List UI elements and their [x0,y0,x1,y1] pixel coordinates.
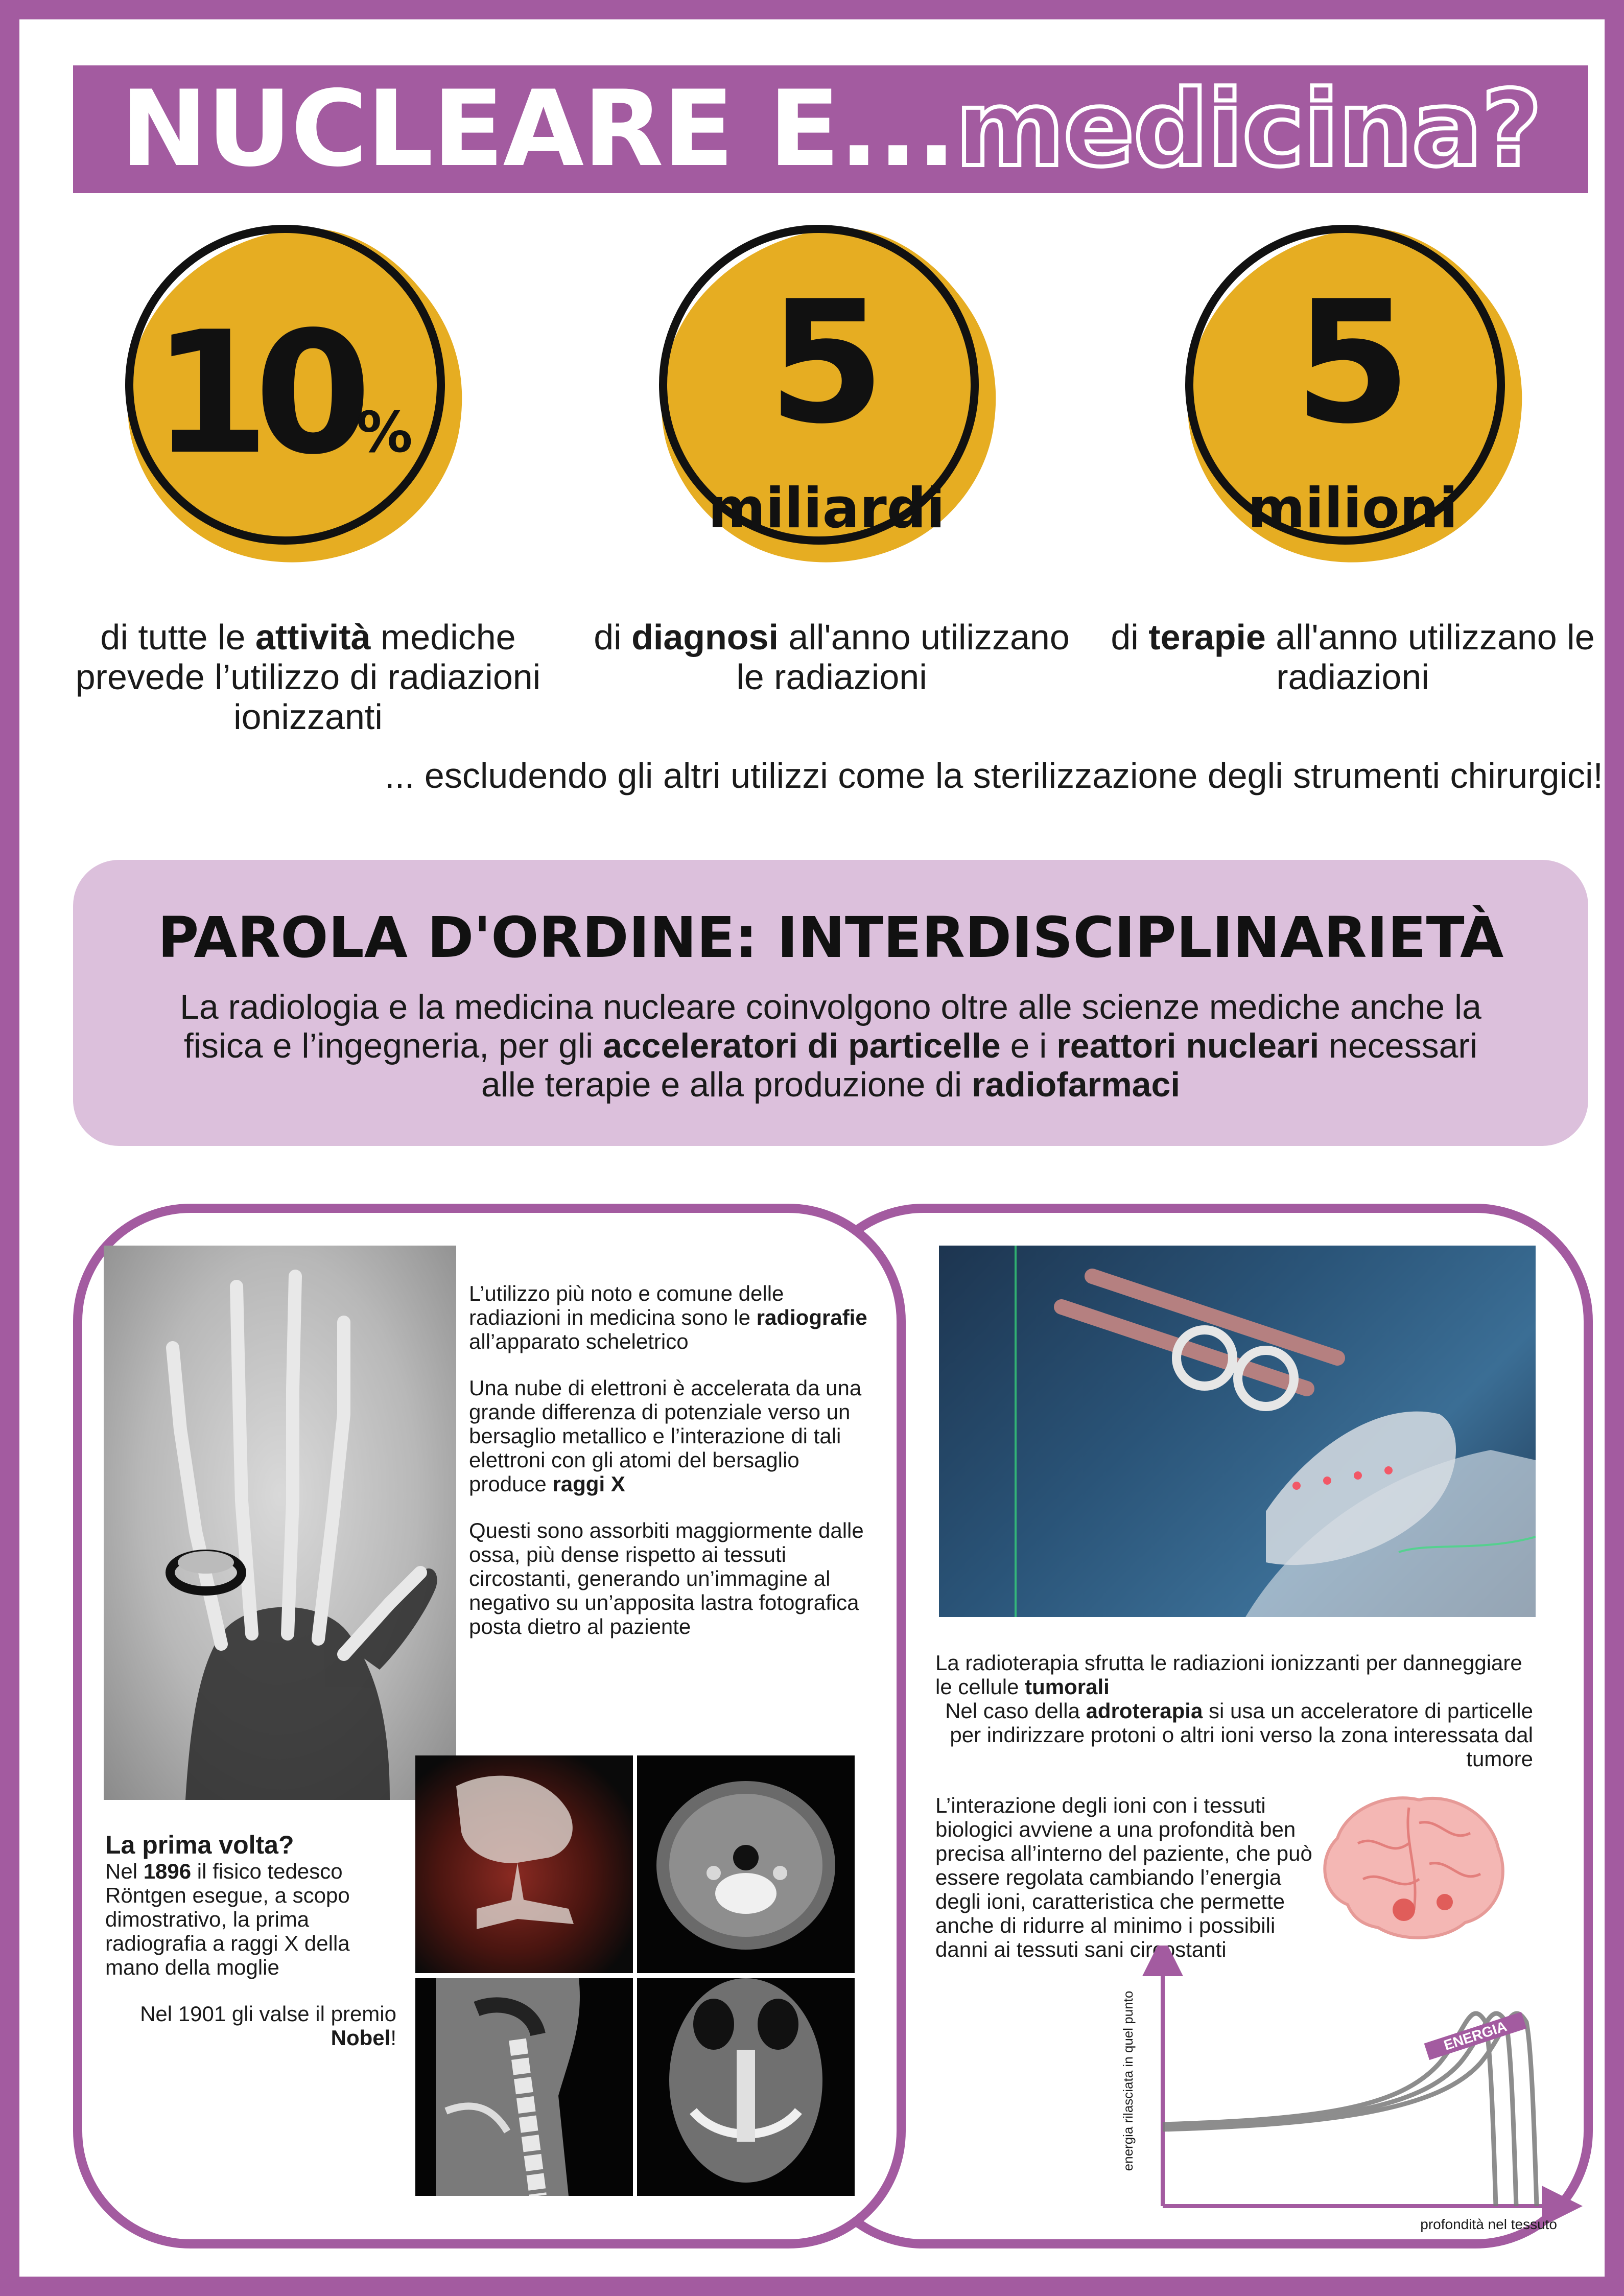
xray-paragraph-1: L’utilizzo più noto e comune delle radiazioni in medicina sono le radiografie all’apparato scheletrico [469,1281,867,1353]
hand-bones-icon [104,1246,456,1800]
bragg-peak-graph [1113,1946,1593,2244]
coronal-slice-icon [637,1978,855,2196]
first-xray-title: La prima volta? [105,1831,294,1859]
therapy-paragraph-3: L’interazione degli ioni con i tessuti biologici avviene a una profondità ben precisa all’interno del paziente, che può essere regolata cambiando l’energia degli ioni, caratteristica che permette anche di ridurre al minimo i possibili danni ai tessuti sani circostanti [935,1793,1312,1961]
stat-circle-percent [109,208,477,576]
ct-axial-scan [637,1755,855,1973]
graph-y-label: energia rilasciata in quel punto [1120,1990,1136,2171]
stat-number: 5 [768,265,885,461]
sagittal-slice-icon [415,1978,633,2196]
first-xray-text [105,1831,396,2050]
xray-paragraph-2: Una nube di elettroni è accelerata da una grande differenza di potenziale verso un bersaglio metallico e l’interazione di tali elettroni con gli atomi del bersaglio produce raggi X [469,1376,862,1496]
xray-hand-image [104,1246,456,1800]
energy-arrow-label: ENERGIA [1424,2012,1527,2060]
xray-paragraph-3: Questi sono assorbiti maggiormente dalle ossa, più dense rispetto ai tessuti circostanti, generando un’immagine al negativo su un’apposita lastra fotografica posta dietro al paziente [469,1518,864,1638]
stat-unit: miliardi [708,477,946,541]
interdisciplinary-box [73,860,1588,1146]
graph-x-label: profondità nel tessuto [1420,2216,1557,2232]
first-xray-paragraph: Nel 1896 il fisico tedesco Röntgen esegue, a scopo dimostrativo, la prima radiografia a raggi X della mano della moglie [105,1859,350,1979]
page-title [120,68,1541,190]
stat-number: 10% [152,295,413,491]
ct-scans-grid [415,1755,855,2196]
stat-unit: milioni [1248,477,1458,541]
therapy-paragraph-2: Nel caso della adroterapia si usa un acceleratore di particelle per indirizzare protoni o altri ioni verso la zona interessata dal tumore [945,1699,1533,1771]
ct-sagittal-scan [415,1978,633,2196]
brain-icon [1317,1792,1511,1956]
therapy-paragraph-1: La radioterapia sfrutta le radiazioni ionizzanti per danneggiare le cellule tumorali [935,1651,1522,1699]
axial-slice-icon [637,1755,855,1973]
xray-text [469,1281,867,1638]
stat-caption: di tutte le attività mediche prevede l’utilizzo di radiazioni ionizzanti [75,617,541,737]
skull-render-icon [415,1755,633,1973]
title-outline: medicina? [955,68,1541,190]
title-bar [73,65,1588,193]
title-bold: NUCLEARE E... [120,68,956,190]
stat-circle-diagnosi [643,208,1010,576]
treatment-machine-icon [939,1246,1536,1617]
stat-unit: % [356,400,413,465]
graph-svg [1113,1946,1593,2244]
exclusion-note: ... escludendo gli altri utilizzi come la sterilizzazione degli strumenti chirurgici! [385,756,1603,795]
ct-coronal-scan [637,1978,855,2196]
hadrontherapy-image [939,1246,1536,1617]
stat-circle-terapie [1169,208,1537,576]
ct-3d-render [415,1755,633,1973]
interdisciplinary-title: PAROLA D'ORDINE: INTERDISCIPLINARIETÀ [157,905,1504,970]
stat-caption: di diagnosi all'anno utilizzano le radiazioni [594,617,1070,697]
interdisciplinary-text: La radiologia e la medicina nucleare coinvolgono oltre alle scienze mediche anche la fisica e l’ingegneria, per gli acceleratori di particelle e i reattori nucleari necessari alle terapie e alla produzione di radiofarmaci [180,988,1481,1104]
stat-caption: di terapie all'anno utilizzano le radiazioni [1111,617,1595,697]
stat-number: 5 [1294,265,1411,461]
nobel-note: Nel 1901 gli valse il premio Nobel! [140,2002,396,2050]
